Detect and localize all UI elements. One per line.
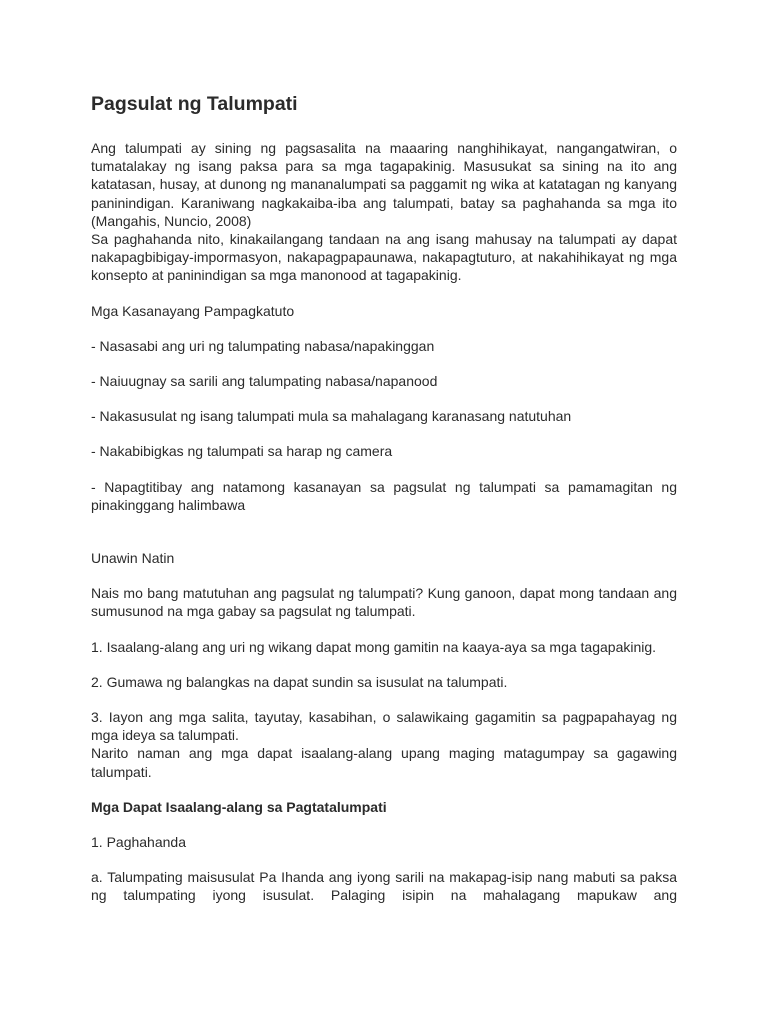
intro-paragraph-1: Ang talumpati ay sining ng pagsasalita na maaaring nanghihikayat, nangangatwiran, o tumatalakay ng isang paksa para sa mga tagapakinig. Masusukat sa sining na ito ang katatasan, husay, at dunong ng mananalumpati sa paggamit ng wika at katatagan ng kanyang paninindigan. Karaniwang nagkakaiba-iba ang talumpati, batay sa paghahanda sa mga ito (Mangahis, Nuncio, 2008): [91, 140, 677, 229]
intro-paragraph-2: Sa paghahanda nito, kinakailangang tandaan na ang isang mahusay na talumpati ay dapat nakapagbibigay-impormasyon, nakapagpapaunawa, nakapagtuturo, at nakahihikayat ng mga konsepto at paninindigan sa mga manonood at tagapakinig.: [91, 231, 677, 284]
document-page: [91, 92, 677, 905]
considerations-subheading: 1. Paghahanda: [91, 834, 186, 851]
guide-closing: Narito naman ang mga dapat isaalang-alang upang maging matagumpay sa gagawing talumpati.: [91, 745, 677, 780]
guide-item-2: 2. Gumawa ng balangkas na dapat sundin sa isusulat na talumpati.: [91, 673, 508, 690]
considerations-item-a: a. Talumpating maisusulat Pa Ihanda ang iyong sarili na makapag-isip nang mabuti sa paksa ng talumpating iyong isusulat. Palaging isipin na mahalagang mapukaw ang: [91, 869, 677, 904]
competency-item: - Nakasusulat ng isang talumpati mula sa mahalagang karanasang natutuhan: [91, 408, 572, 425]
page-title: Pagsulat ng Talumpati: [91, 93, 298, 115]
competency-item: - Nasasabi ang uri ng talumpating nabasa/napakinggan: [91, 337, 435, 354]
unawin-heading: Unawin Natin: [91, 550, 175, 567]
unawin-intro: Nais mo bang matutuhan ang pagsulat ng talumpati? Kung ganoon, dapat mong tandaan ang sumusunod na mga gabay sa pagsulat ng talumpati.: [91, 585, 677, 620]
guide-item-1: 1. Isaalang-alang ang uri ng wikang dapat mong gamitin na kaaya-aya sa mga tagapakinig.: [91, 638, 657, 655]
guide-item-3: 3. Iayon ang mga salita, tayutay, kasabihan, o salawikaing gagamitin sa pagpapahayag ng mga ideya sa talumpati.: [91, 709, 677, 744]
competency-item: - Naiuugnay sa sarili ang talumpating nabasa/napanood: [91, 373, 438, 390]
competency-item: - Napagtitibay ang natamong kasanayan sa pagsulat ng talumpati sa pamamagitan ng pinakinggang halimbawa: [91, 478, 677, 513]
competency-item: - Nakabibigkas ng talumpati sa harap ng camera: [91, 443, 393, 460]
competencies-heading: Mga Kasanayang Pampagkatuto: [91, 302, 295, 319]
considerations-heading: Mga Dapat Isaalang-alang sa Pagtatalumpati: [91, 798, 387, 815]
